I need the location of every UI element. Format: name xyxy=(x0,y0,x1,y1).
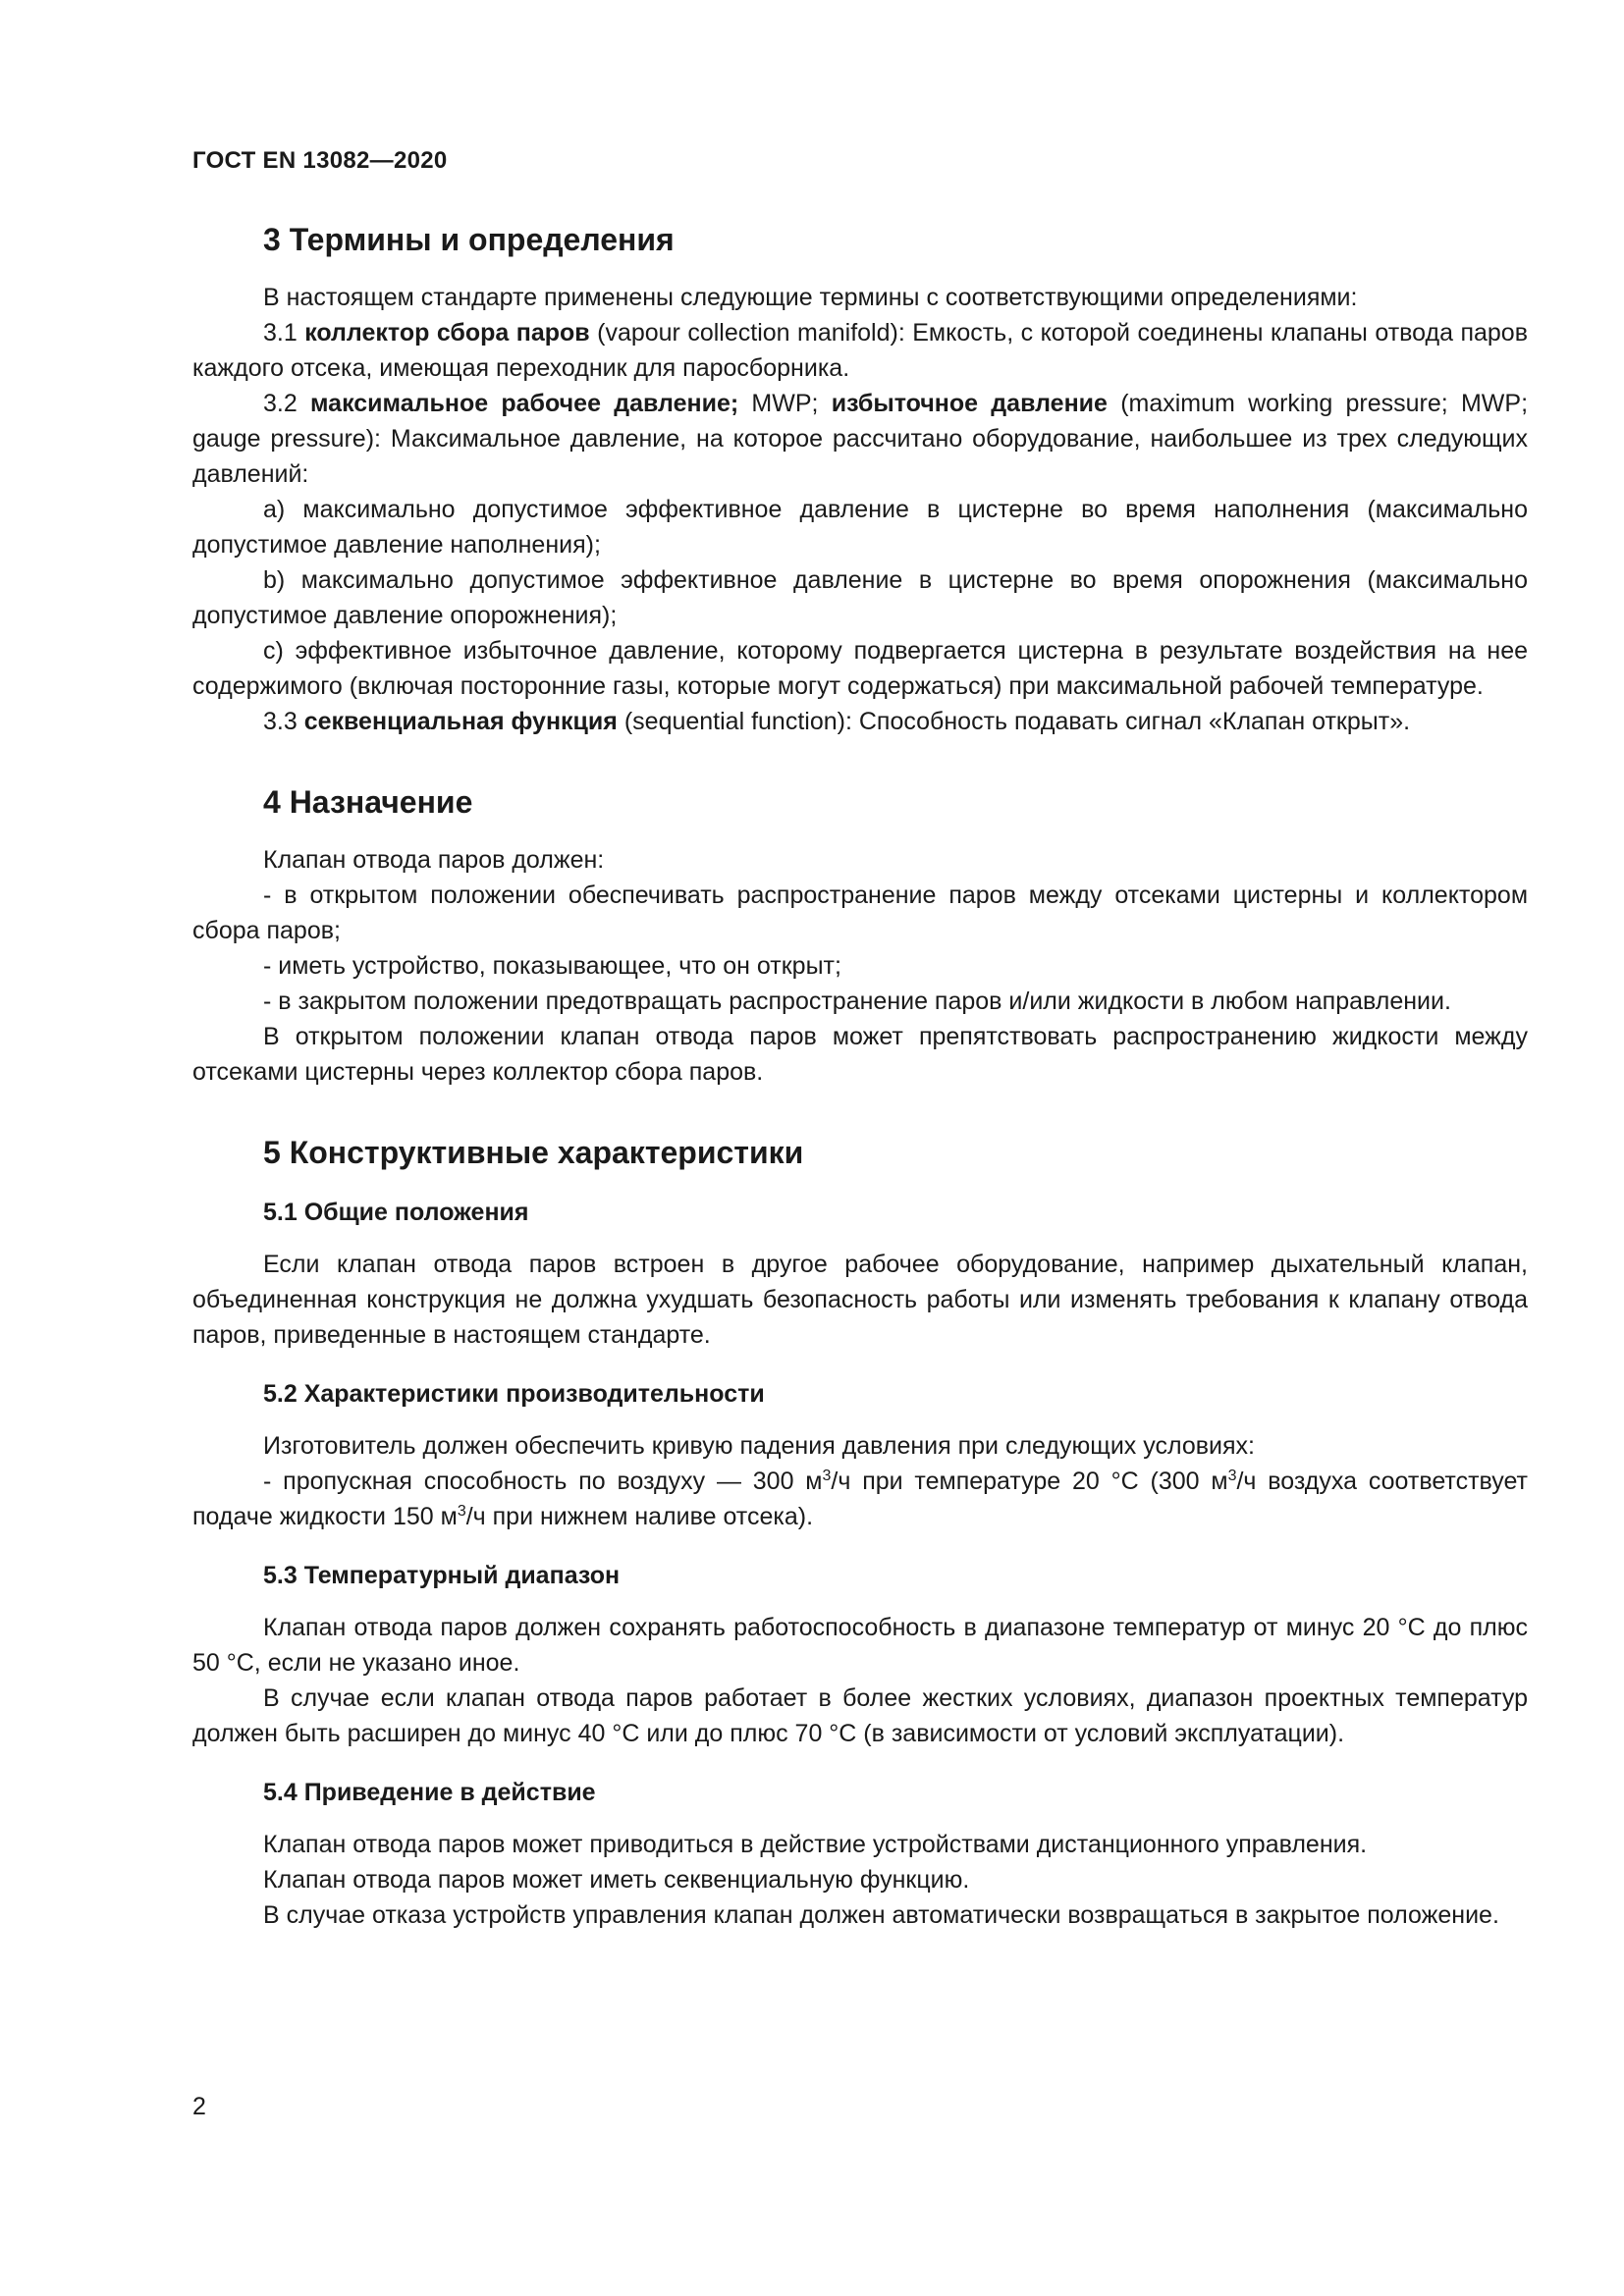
flow-text-part: /ч при температуре 20 °С (300 м xyxy=(831,1468,1228,1495)
subsection-5-3-paragraph: В случае если клапан отвода паров работает в более жестких условиях, диапазон проектных температур должен быть расширен до минус 40 °С или до плюс 70 °С (в зависимости от условий эксплуатации). xyxy=(192,1684,1528,1747)
term-3-2-item-b: b) максимально допустимое эффективное давление в цистерне во время опорожнения (максимально допустимое давление опорожнения); xyxy=(192,566,1528,629)
section-3-title: 3 Термины и определения xyxy=(263,222,675,257)
term-3-2-term-2: избыточное давление xyxy=(831,390,1108,417)
subsection-5-2 xyxy=(192,1380,1528,1534)
subsection-5-3-paragraph: Клапан отвода паров должен сохранять работоспособность в диапазоне температур от минус 20 °С до плюс 50 °С, если не указано иное. xyxy=(192,1614,1528,1677)
term-3-2-abbr: MWP; xyxy=(738,390,832,417)
superscript-3: 3 xyxy=(822,1468,832,1484)
section-4 xyxy=(192,784,1528,1090)
section-4-paragraph: Клапан отвода паров должен: xyxy=(263,846,605,874)
subsection-5-1-paragraph: Если клапан отвода паров встроен в другое рабочее оборудование, например дыхательный клапан, объединенная конструкция не должна ухудшать безопасность работы или изменять требования к клапану отвода паров, приведенные в настоящем стандарте. xyxy=(192,1251,1528,1349)
term-3-3 xyxy=(192,704,1528,739)
superscript-3: 3 xyxy=(1227,1468,1237,1484)
document-header: ГОСТ EN 13082—2020 xyxy=(192,147,448,174)
term-3-1 xyxy=(192,315,1528,386)
section-4-paragraph: В открытом положении клапан отвода паров может препятствовать распространению жидкости между отсеками цистерны через коллектор сбора паров. xyxy=(192,1023,1528,1086)
section-5 xyxy=(192,1135,1528,1933)
subsection-5-3-title: 5.3 Температурный диапазон xyxy=(263,1562,621,1589)
section-4-list-item: - в закрытом положении предотвращать распространение паров и/или жидкости в любом направлении. xyxy=(263,988,1451,1015)
term-3-3-number: 3.3 xyxy=(263,708,304,735)
term-3-2-definition: (maximum working pressure; MWP; gauge pressure): Максимальное давление, на которое рассчитано оборудование, наибольшее из трех следующих давлений: xyxy=(192,390,1529,488)
section-4-title: 4 Назначение xyxy=(263,784,473,820)
term-3-2-item-a: a) максимально допустимое эффективное давление в цистерне во время наполнения (максимально допустимое давление наполнения); xyxy=(192,496,1528,559)
term-3-2-number: 3.2 xyxy=(263,390,311,417)
term-3-2-term-1: максимальное рабочее давление; xyxy=(310,390,739,417)
subsection-5-1 xyxy=(192,1199,1528,1353)
subsection-5-2-paragraph: Изготовитель должен обеспечить кривую падения давления при следующих условиях: xyxy=(263,1432,1255,1460)
term-3-1-definition: (vapour collection manifold): Емкость, с которой соединены клапаны отвода паров каждого отсека, имеющая переходник для паросборника. xyxy=(192,319,1528,382)
section-4-list-item: - в открытом положении обеспечивать распространение паров между отсеками цистерны и коллектором сбора паров; xyxy=(192,881,1528,944)
subsection-5-4-title: 5.4 Приведение в действие xyxy=(263,1779,596,1806)
term-3-1-term: коллектор сбора паров xyxy=(304,319,590,347)
section-5-title: 5 Конструктивные характеристики xyxy=(263,1135,804,1170)
subsection-5-4-paragraph: Клапан отвода паров может приводиться в действие устройствами дистанционного управления. xyxy=(263,1831,1368,1858)
document-page xyxy=(192,147,1528,1933)
flow-text-part: /ч при нижнем наливе отсека). xyxy=(465,1503,814,1530)
flow-text-part: - пропускная способность по воздуху — 300 м xyxy=(263,1468,823,1495)
term-3-3-term: секвенциальная функция xyxy=(303,708,618,735)
subsection-5-1-title: 5.1 Общие положения xyxy=(263,1199,529,1226)
subsection-5-4-paragraph: Клапан отвода паров может иметь секвенциальную функцию. xyxy=(263,1866,970,1894)
subsection-5-2-list-item xyxy=(192,1464,1528,1534)
flow-text-part: /ч воздуха соответствует подаче жидкости 150 м xyxy=(192,1468,1528,1530)
term-3-2-item-c: c) эффективное избыточное давление, которому подвергается цистерна в результате воздействия на нее содержимого (включая посторонние газы, которые могут содержаться) при максимальной рабочей температуре. xyxy=(192,637,1528,700)
section-3-intro: В настоящем стандарте применены следующие термины с соответствующими определениями: xyxy=(263,284,1358,311)
term-3-3-definition: (sequential function): Способность подавать сигнал «Клапан открыт». xyxy=(617,708,1411,735)
subsection-5-4 xyxy=(192,1779,1528,1933)
page-number: 2 xyxy=(192,2093,206,2120)
subsection-5-3 xyxy=(192,1562,1528,1751)
superscript-3: 3 xyxy=(457,1503,466,1520)
subsection-5-2-title: 5.2 Характеристики производительности xyxy=(263,1380,765,1408)
section-4-list-item: - иметь устройство, показывающее, что он открыт; xyxy=(263,952,841,980)
subsection-5-4-paragraph: В случае отказа устройств управления клапан должен автоматически возвращаться в закрытое положение. xyxy=(263,1901,1499,1929)
term-3-2 xyxy=(192,386,1528,492)
term-3-1-number: 3.1 xyxy=(263,319,305,347)
